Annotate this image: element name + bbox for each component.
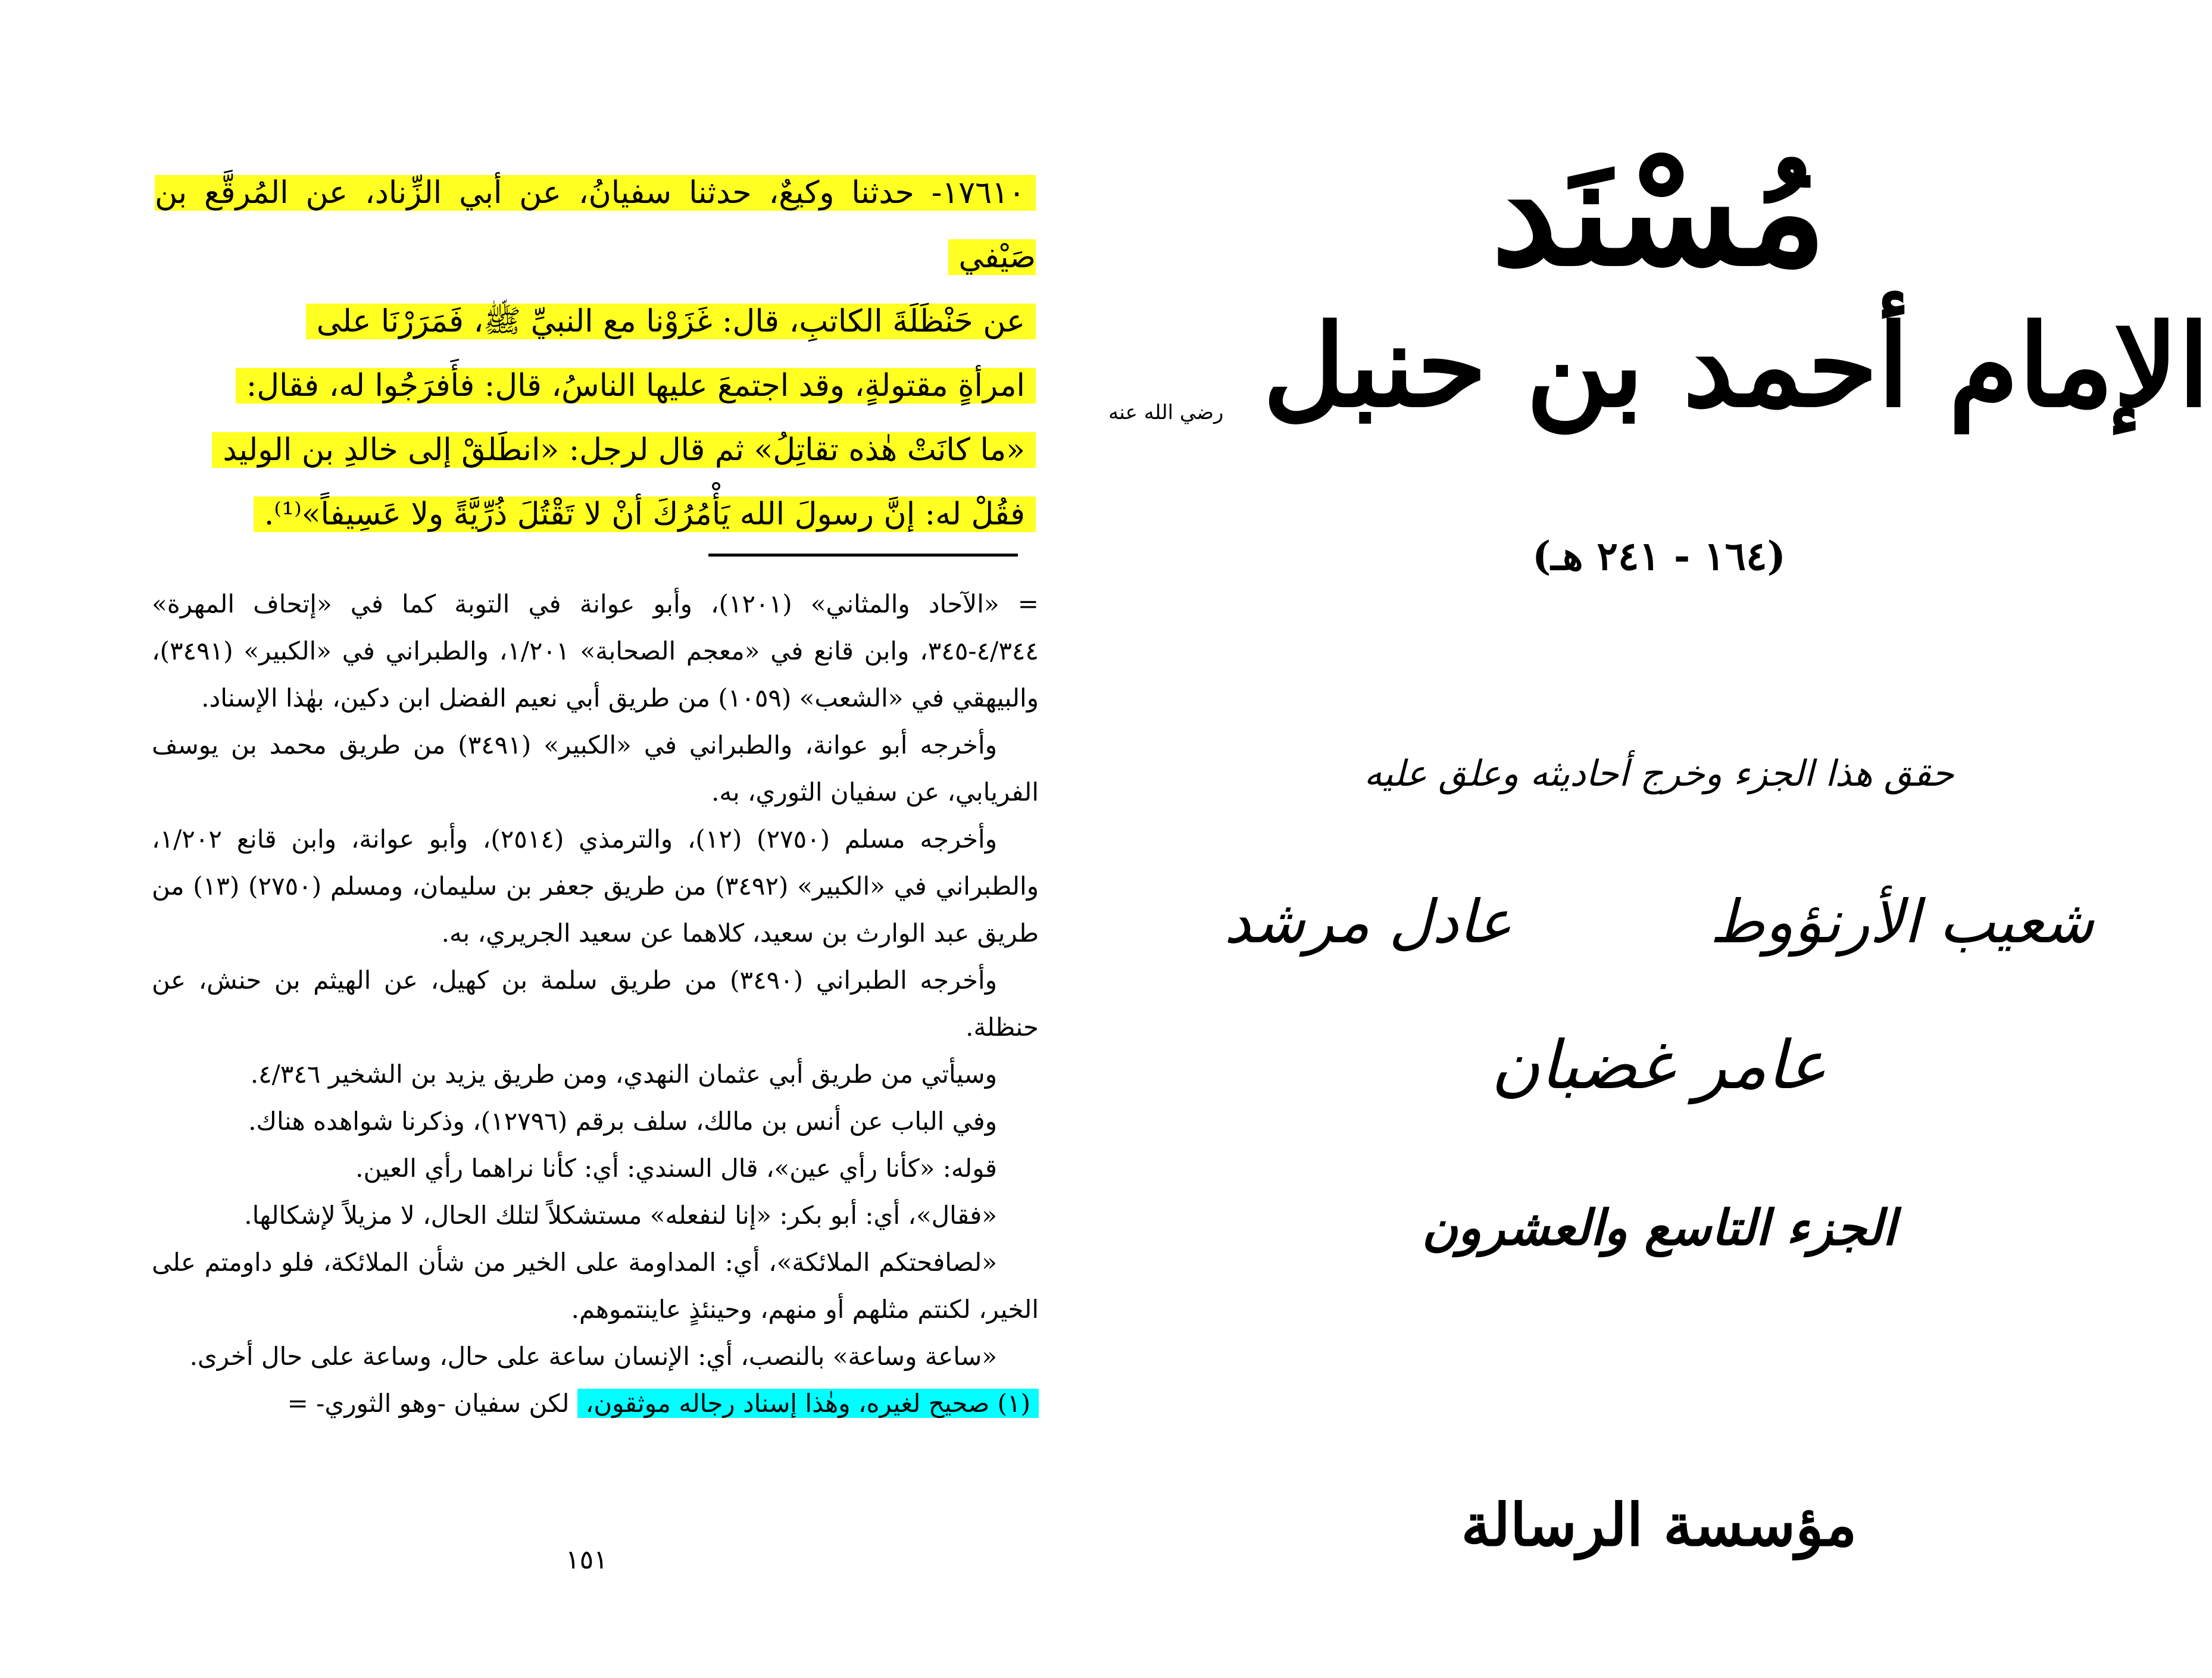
volume-label: الجزء التاسع والعشرون xyxy=(1421,1199,1897,1257)
footnote-paragraph: وأخرجه مسلم (٢٧٥٠) (١٢)، والترمذي (٢٥١٤)، وأبو عوانة، وابن قانع ١/٢٠٢، والطبراني في «الكبير» (٣٤٩٢) من طريق جعفر بن سليمان، ومسلم (٢٧٥٠) (١٣) من طريق عبد الوارث بن سعيد، كلاهما عن سعيد الجريري، به. xyxy=(152,824,1039,948)
author-name xyxy=(1106,299,2212,432)
footnote-paragraph: وفي الباب عن أنس بن مالك، سلف برقم (١٢٧٩٦)، وذكرنا شواهده هناك. xyxy=(248,1107,997,1136)
edited-by-line: حقق هذا الجزء وخرج أحاديثه وعلق عليه xyxy=(1364,753,1954,795)
footnote-divider xyxy=(708,554,1018,557)
author-name-text: الإمام أحمد بن حنبل xyxy=(1263,299,2210,432)
hadith-line: ١٧٦١٠- حدثنا وكيعٌ، حدثنا سفيانُ، عن أبي الزِّناد، عن المُرقَّع بن صَيْفي xyxy=(155,175,1036,275)
footnote-paragraph: وسيأتي من طريق أبي عثمان النهدي، ومن طريق يزيد بن الشخير ٤/٣٤٦. xyxy=(250,1060,997,1089)
footnote-paragraph: «لصافحتكم الملائكة»، أي: المداومة على الخير من شأن الملائكة، فلو داومتم على الخير، لكنتم مثلهم أو منهم، وحينئذٍ عاينتموهم. xyxy=(152,1248,1039,1324)
footnote-last xyxy=(152,1380,1039,1427)
page-number: ١٥١ xyxy=(566,1545,608,1575)
hadith-line: «ما كانَتْ هٰذه تقاتِلُ» ثم قال لرجل: «انطَلقْ إلى خالدِ بن الوليد xyxy=(212,432,1036,468)
footnote-paragraph: «ساعة وساعة» بالنصب، أي: الإنسان ساعة على حال، وساعة على حال أخرى. xyxy=(189,1342,997,1371)
footnote-paragraph: وأخرجه الطبراني (٣٤٩٠) من طريق سلمة بن كهيل، عن الهيثم بن حنش، عن حنظلة. xyxy=(152,965,1039,1042)
hadith-line: فقُلْ له: إنَّ رسولَ الله يَأْمُرُكَ أنْ لا تَقْتُلَ ذُرِّيَّةً ولا عَسِيفاً»⁽¹⁾. xyxy=(254,496,1036,532)
footnotes xyxy=(152,580,1039,1427)
hadith-text xyxy=(155,161,1036,546)
title-page xyxy=(1106,0,2212,1678)
footnote-continuation: لكن سفيان -وهو الثوري- = xyxy=(287,1389,577,1418)
footnote-paragraph: «فقال»، أي: أبو بكر: «إنا لنفعله» مستشكلاً لتلك الحال، لا مزيلاً لإشكالها. xyxy=(244,1201,997,1230)
book-title: مُسْنَد xyxy=(1491,124,1827,299)
footnote-paragraph: وأخرجه أبو عوانة، والطبراني في «الكبير» (٣٤٩١) من طريق محمد بن يوسف الفريابي، عن سفيان الثوري، به. xyxy=(152,730,1039,807)
author-dates: (١٦٤ - ٢٤١ هـ) xyxy=(1532,533,1786,579)
footnote-highlight: (١) صحيح لغيره، وهٰذا إسناد رجاله موثقون، xyxy=(577,1389,1039,1418)
editor-name: عامر غضبان xyxy=(1491,1027,1827,1104)
editor-name: شعيب الأرنؤوط xyxy=(1710,887,2094,957)
hadith-line: امرأةٍ مقتولةٍ، وقد اجتمعَ عليها الناسُ، قال: فأَفرَجُوا له، فقال: xyxy=(236,368,1036,404)
honorific-mark: رضي الله عنه xyxy=(1108,401,1224,424)
footnote-paragraph: قوله: «كأنا رأي عين»، قال السندي: أي: كأنا نراهما رأي العين. xyxy=(355,1154,997,1183)
editors-row xyxy=(1106,887,2212,957)
hadith-line: عن حَنْظَلَةَ الكاتبِ، قال: غَزَوْنا مع النبيِّ ﷺ، فَمَرَرْنَا على xyxy=(306,304,1036,339)
publisher-name: مؤسسة الرسالة xyxy=(1461,1491,1857,1560)
footnote-paragraph: = «الآحاد والمثاني» (١٢٠١)، وأبو عوانة في التوبة كما في «إتحاف المهرة» ٤/٣٤٤-٣٤٥، وابن قانع في «معجم الصحابة» ١/٢٠١، والطبراني في «الكبير» (٣٤٩١)، والبيهقي في «الشعب» (١٠٥٩) من طريق أبي نعيم الفضل ابن دكين، بهٰذا الإسناد. xyxy=(152,589,1039,713)
editor-name: عادل مرشد xyxy=(1224,887,1513,957)
